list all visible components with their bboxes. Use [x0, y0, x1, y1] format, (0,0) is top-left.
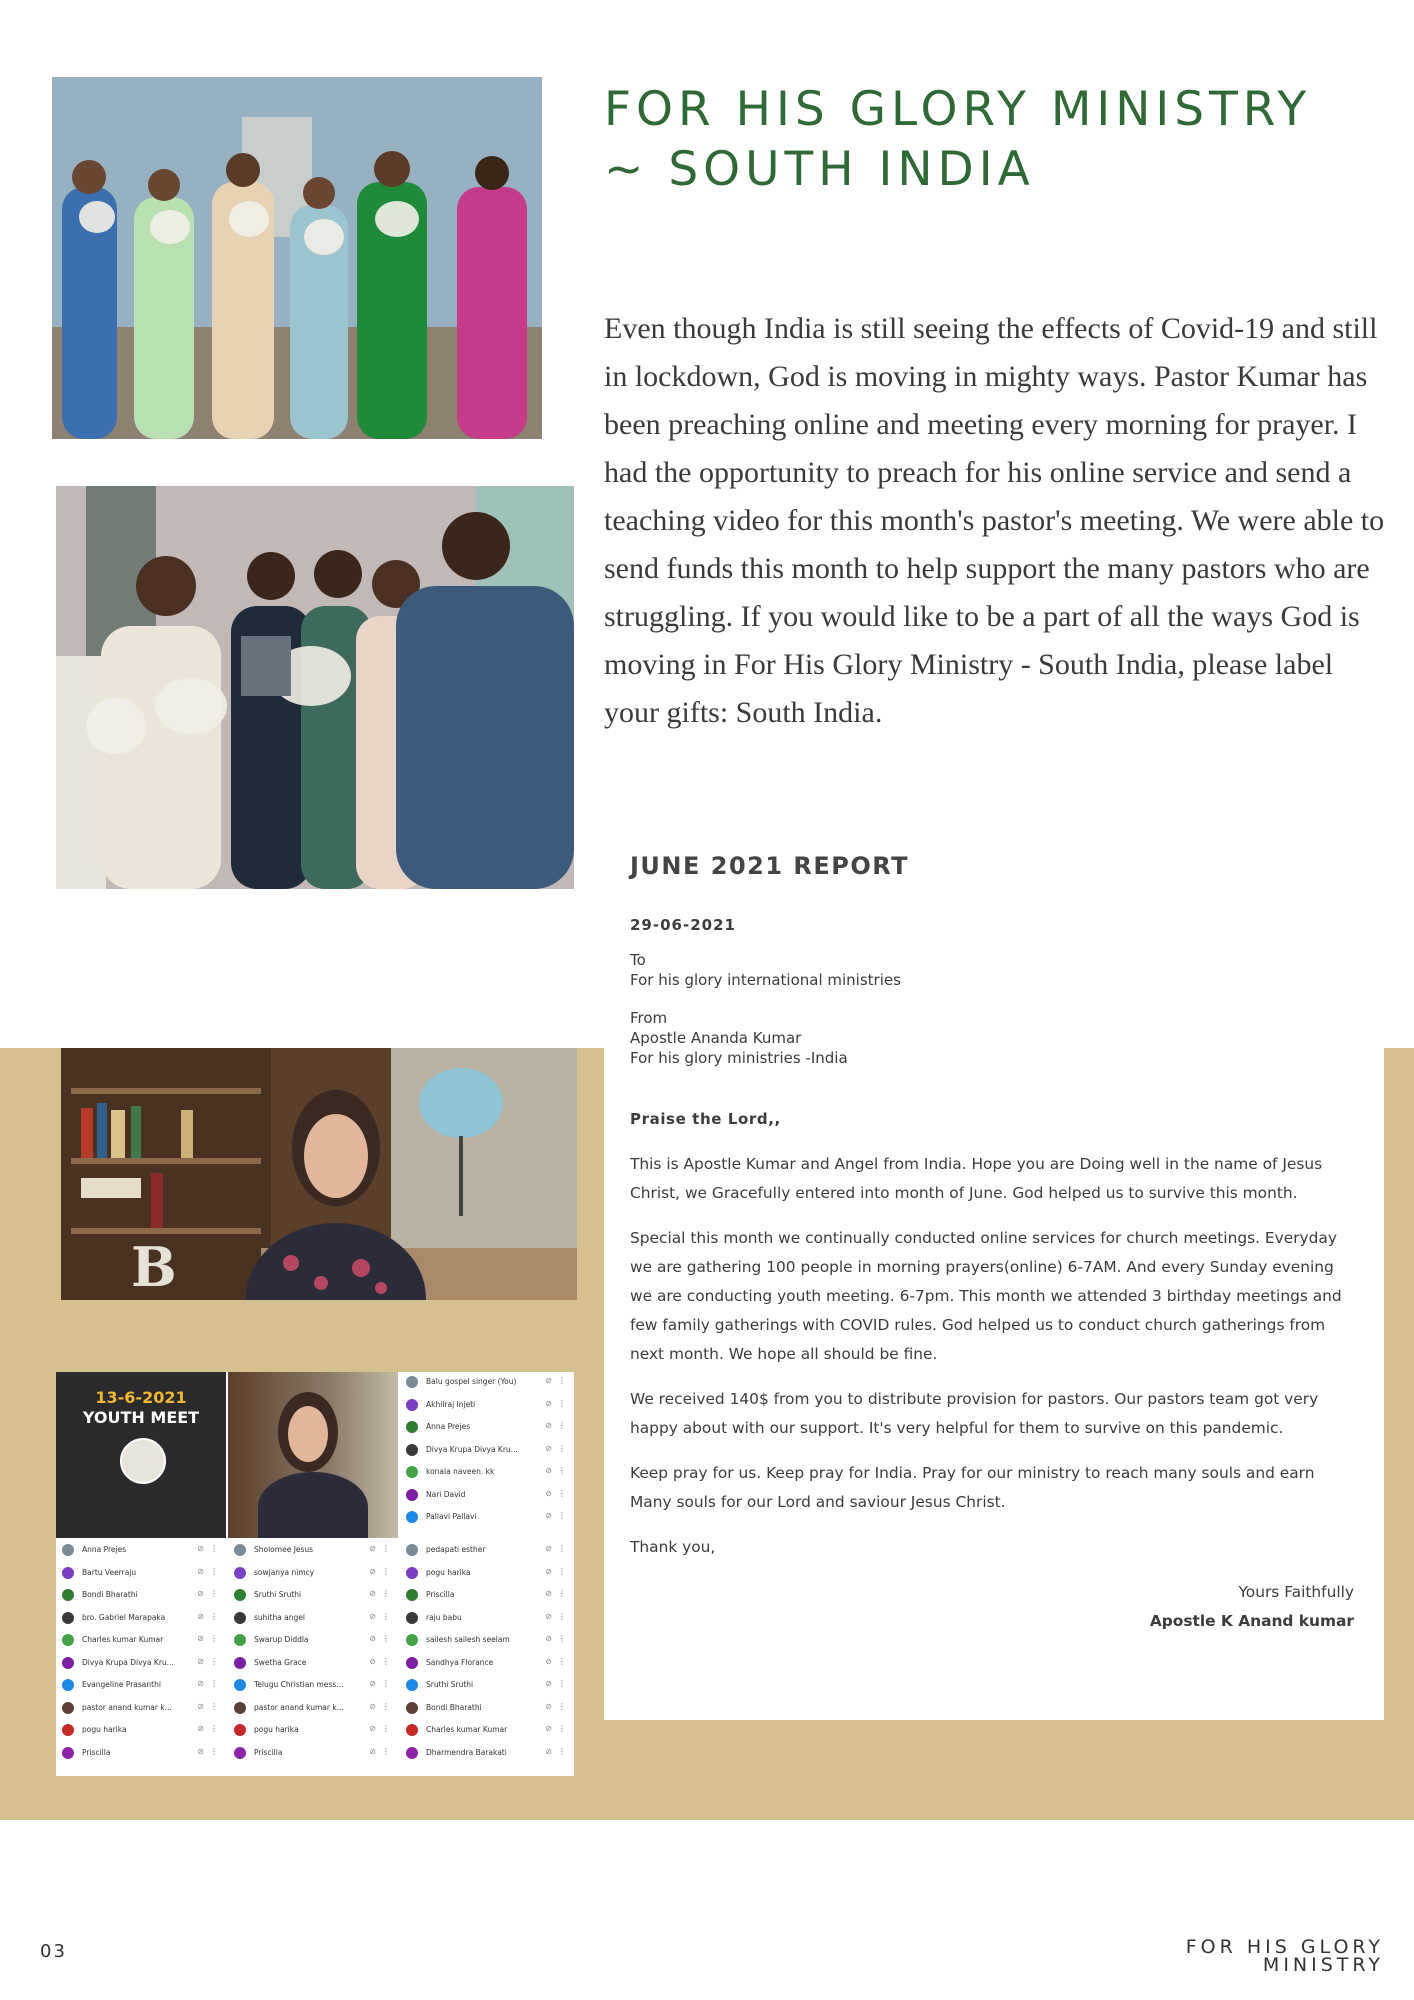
footer-brand: [1186, 1938, 1384, 1974]
more-options-icon: ⋮: [210, 1611, 218, 1621]
mic-muted-icon: ⊘: [197, 1746, 204, 1756]
participant-row: [406, 1724, 570, 1744]
avatar-icon: [406, 1634, 418, 1646]
participant-name: Anna Prejes: [82, 1545, 127, 1554]
more-options-icon: ⋮: [558, 1421, 566, 1430]
closing: Yours Faithfully: [1238, 1583, 1354, 1601]
avatar-icon: [234, 1702, 246, 1714]
participant-name: sowjanya nimcy: [254, 1567, 315, 1577]
participant-name: Divya Krupa Divya Kru...: [82, 1657, 174, 1667]
more-options-icon: ⋮: [210, 1746, 218, 1756]
avatar-icon: [234, 1612, 246, 1624]
mic-muted-icon: ⊘: [545, 1511, 552, 1520]
participant-name: pastor anand kumar k...: [254, 1702, 344, 1712]
avatar-icon: [406, 1444, 418, 1456]
mic-muted-icon: ⊘: [545, 1398, 552, 1408]
participant-name: Priscilla: [254, 1747, 283, 1757]
avatar-icon: [406, 1511, 418, 1523]
report-paragraph: This is Apostle Kumar and Angel from India. Hope you are Doing well in the name of Jesus Christ, we Gracefully entered into month of June. God helped us to survive this month.: [630, 1155, 1323, 1202]
participant-row: [234, 1657, 394, 1677]
mic-muted-icon: ⊘: [197, 1656, 204, 1666]
mic-muted-icon: ⊘: [197, 1679, 204, 1688]
participant-name: Akhilraj Injeti: [426, 1399, 476, 1409]
participant-row: [234, 1747, 394, 1767]
participant-name: konala naveen. kk: [426, 1467, 495, 1476]
participant-row: [62, 1702, 222, 1722]
participant-row: [406, 1399, 570, 1419]
signature: Apostle K Anand kumar: [1149, 1612, 1354, 1630]
participant-row: [406, 1511, 570, 1531]
avatar-icon: [234, 1567, 246, 1579]
mic-muted-icon: ⊘: [545, 1466, 552, 1475]
more-options-icon: ⋮: [382, 1746, 390, 1756]
mic-muted-icon: ⊘: [545, 1656, 552, 1666]
more-options-icon: ⋮: [558, 1466, 566, 1475]
mic-muted-icon: ⊘: [369, 1746, 376, 1756]
mic-muted-icon: ⊘: [369, 1611, 376, 1621]
mic-muted-icon: ⊘: [369, 1544, 376, 1553]
participant-name: Priscilla: [82, 1747, 111, 1757]
avatar-icon: [62, 1657, 74, 1669]
from-org: For his glory ministries -India: [630, 1049, 848, 1067]
more-options-icon: ⋮: [558, 1701, 566, 1711]
participant-name: Bondi Bharathi: [426, 1702, 482, 1712]
participant-row: [62, 1679, 222, 1699]
more-options-icon: ⋮: [558, 1443, 566, 1453]
avatar-icon: [234, 1747, 246, 1759]
banner-title: YOUTH MEET: [82, 1408, 200, 1427]
more-options-icon: ⋮: [210, 1544, 218, 1553]
participant-row: [234, 1567, 394, 1587]
participant-row: [406, 1444, 570, 1464]
participant-row: [406, 1489, 570, 1509]
participant-list-top: [400, 1372, 574, 1538]
more-options-icon: ⋮: [210, 1724, 218, 1733]
participant-row: [234, 1544, 394, 1564]
more-options-icon: ⋮: [558, 1488, 566, 1498]
report-paragraph: Special this month we continually conducted online services for church meetings. Everyday we are gathering 100 people in morning prayers(online) 6-7AM. And every Sunday evening we are conducting youth meeting. 6-7pm. This month we attended 3 birthday meetings and few family gatherings with COVID rules. God helped us to conduct church gatherings from next month. We hope all should be fine.: [630, 1229, 1342, 1363]
avatar-icon: [406, 1421, 418, 1433]
avatar-icon: [406, 1544, 418, 1556]
mic-muted-icon: ⊘: [369, 1724, 376, 1733]
mic-muted-icon: ⊘: [369, 1679, 376, 1688]
photo-women-with-provisions: [52, 77, 542, 439]
participant-row: [406, 1544, 570, 1564]
participant-row: [234, 1634, 394, 1654]
participant-name: Priscilla: [426, 1590, 455, 1599]
more-options-icon: ⋮: [558, 1746, 566, 1756]
avatar-icon: [406, 1399, 418, 1411]
avatar-icon: [62, 1589, 74, 1601]
report-paragraph: Keep pray for us. Keep pray for India. Pray for our ministry to reach many souls and earn Many souls for our Lord and saviour Jesus Christ.: [630, 1464, 1315, 1511]
more-options-icon: ⋮: [382, 1566, 390, 1576]
more-options-icon: ⋮: [210, 1701, 218, 1711]
more-options-icon: ⋮: [210, 1656, 218, 1666]
mic-muted-icon: ⊘: [369, 1566, 376, 1576]
participant-name: sailesh sailesh seelam: [426, 1635, 510, 1644]
participant-name: Nari David: [426, 1489, 466, 1499]
participant-name: Pallavi Pallavi: [426, 1512, 477, 1521]
participant-name: Sholomee Jesus: [254, 1545, 314, 1554]
more-options-icon: ⋮: [382, 1701, 390, 1711]
participant-name: bro. Gabriel Marapaka: [82, 1612, 166, 1622]
mic-muted-icon: ⊘: [545, 1634, 552, 1643]
participant-name: raju babu: [426, 1612, 462, 1622]
participant-name: Anna Prejes: [426, 1422, 471, 1431]
participant-name: pedapati esther: [426, 1545, 486, 1554]
participant-row: [406, 1466, 570, 1486]
participant-name: pogu harika: [82, 1725, 127, 1734]
participant-row: [406, 1679, 570, 1699]
more-options-icon: ⋮: [558, 1398, 566, 1408]
avatar-icon: [62, 1724, 74, 1736]
mic-muted-icon: ⊘: [369, 1589, 376, 1598]
more-options-icon: ⋮: [382, 1679, 390, 1688]
participant-row: [62, 1724, 222, 1744]
june-report-letter: [604, 812, 1384, 1720]
participant-name: Sandhya Florance: [426, 1657, 494, 1667]
participant-row: [62, 1567, 222, 1587]
more-options-icon: ⋮: [382, 1589, 390, 1598]
participant-row: [406, 1747, 570, 1767]
mic-muted-icon: ⊘: [197, 1589, 204, 1598]
mic-muted-icon: ⊘: [545, 1701, 552, 1711]
more-options-icon: ⋮: [210, 1566, 218, 1576]
avatar-icon: [62, 1567, 74, 1579]
more-options-icon: ⋮: [558, 1376, 566, 1385]
report-date: 29-06-2021: [630, 916, 736, 934]
participant-row: [234, 1612, 394, 1632]
participant-row: [406, 1421, 570, 1441]
avatar-icon: [62, 1747, 74, 1759]
intro-paragraph: Even though India is still seeing the effects of Covid-19 and still in lockdown, God is moving in mighty ways. Pastor Kumar has been preaching online and meeting every morning for prayer. I had the opportunity to preach for his online service and send a teaching video for this month's pastor's meeting. We were able to send funds this month to help support the many pastors who are struggling. If you would like to be a part of all the ways God is moving in For His Glory Ministry - South India, please label your gifts: South India.: [604, 312, 1385, 729]
more-options-icon: ⋮: [558, 1589, 566, 1598]
more-options-icon: ⋮: [558, 1679, 566, 1688]
more-options-icon: ⋮: [382, 1544, 390, 1553]
mic-muted-icon: ⊘: [197, 1566, 204, 1576]
more-options-icon: ⋮: [558, 1611, 566, 1621]
mic-muted-icon: ⊘: [545, 1724, 552, 1733]
avatar-icon: [234, 1634, 246, 1646]
participant-row: [62, 1589, 222, 1609]
participant-name: pogu harika: [426, 1567, 471, 1577]
participant-name: Sruthi Sruthi: [426, 1680, 474, 1689]
participant-row: [62, 1544, 222, 1564]
more-options-icon: ⋮: [382, 1634, 390, 1643]
mic-muted-icon: ⊘: [369, 1701, 376, 1711]
avatar-icon: [234, 1544, 246, 1556]
participant-name: Charles kumar Kumar: [82, 1635, 164, 1644]
mic-muted-icon: ⊘: [369, 1634, 376, 1643]
participant-row: [234, 1679, 394, 1699]
more-options-icon: ⋮: [210, 1589, 218, 1598]
participant-name: Divya Krupa Divya Kru...: [426, 1444, 518, 1454]
participant-name: Sruthi Sruthi: [254, 1590, 302, 1599]
participant-row: [62, 1657, 222, 1677]
page-number: 03: [40, 1941, 67, 1962]
avatar-icon: [62, 1679, 74, 1691]
mic-muted-icon: ⊘: [197, 1544, 204, 1553]
youth-meet-banner-tile: [56, 1372, 226, 1538]
banner-date: 13-6-2021: [95, 1388, 187, 1407]
avatar-icon: [234, 1589, 246, 1601]
mic-muted-icon: ⊘: [545, 1589, 552, 1598]
to-recipient: For his glory international ministries: [630, 971, 901, 989]
mic-muted-icon: ⊘: [197, 1634, 204, 1643]
more-options-icon: ⋮: [558, 1656, 566, 1666]
participant-name: Bondi Bharathi: [82, 1590, 138, 1599]
more-options-icon: ⋮: [210, 1679, 218, 1688]
from-label: From: [630, 1009, 668, 1027]
more-options-icon: ⋮: [382, 1611, 390, 1621]
participant-row: [406, 1589, 570, 1609]
participant-row: [406, 1657, 570, 1677]
more-options-icon: ⋮: [558, 1511, 566, 1520]
mic-muted-icon: ⊘: [197, 1611, 204, 1621]
avatar-icon: [406, 1567, 418, 1579]
avatar: [120, 1438, 166, 1484]
participant-row: [62, 1634, 222, 1654]
page-title: FOR HIS GLORY MINISTRY ~ SOUTH INDIA: [604, 82, 1312, 197]
participant-row: [406, 1634, 570, 1654]
participant-name: Swarup Diddla: [254, 1635, 309, 1644]
avatar-icon: [406, 1589, 418, 1601]
participant-row: [406, 1612, 570, 1632]
participant-row: [234, 1589, 394, 1609]
greeting: Praise the Lord,,: [630, 1110, 781, 1128]
participant-row: [406, 1376, 570, 1396]
participant-list-col2: [228, 1540, 398, 1776]
mic-muted-icon: ⊘: [545, 1421, 552, 1430]
zoom-youth-meet-screenshot: [56, 1372, 574, 1776]
mic-muted-icon: ⊘: [545, 1746, 552, 1756]
participant-name: Balu gospel singer (You): [426, 1377, 517, 1386]
avatar-icon: [406, 1657, 418, 1669]
video-tile-speaker: [228, 1372, 398, 1538]
participant-name: pastor anand kumar k...: [82, 1702, 172, 1712]
avatar-icon: [406, 1702, 418, 1714]
avatar-icon: [62, 1612, 74, 1624]
participant-row: [234, 1702, 394, 1722]
footer-brand-line2: MINISTRY: [1262, 1954, 1384, 1976]
avatar-icon: [406, 1724, 418, 1736]
photo-woman-teaching-video: [61, 1048, 577, 1300]
report-heading: JUNE 2021 REPORT: [630, 852, 910, 880]
avatar-icon: [62, 1634, 74, 1646]
to-label: To: [630, 951, 646, 969]
more-options-icon: ⋮: [382, 1724, 390, 1733]
avatar-icon: [406, 1747, 418, 1759]
participant-list-col1: [56, 1540, 226, 1776]
mic-muted-icon: ⊘: [197, 1724, 204, 1733]
avatar-icon: [406, 1679, 418, 1691]
more-options-icon: ⋮: [558, 1724, 566, 1733]
participant-row: [406, 1567, 570, 1587]
mic-muted-icon: ⊘: [545, 1443, 552, 1453]
avatar-icon: [406, 1489, 418, 1501]
avatar-icon: [62, 1702, 74, 1714]
from-name: Apostle Ananda Kumar: [630, 1029, 802, 1047]
participant-name: Evangeline Prasanthi: [82, 1680, 161, 1689]
mic-muted-icon: ⊘: [369, 1656, 376, 1666]
avatar-icon: [234, 1679, 246, 1691]
avatar-icon: [406, 1376, 418, 1388]
participant-name: Bartu Veerraju: [82, 1567, 137, 1577]
participant-name: Charles kumar Kumar: [426, 1725, 508, 1734]
participant-name: Telugu Christian mess...: [254, 1680, 344, 1689]
mic-muted-icon: ⊘: [545, 1488, 552, 1498]
avatar-icon: [406, 1612, 418, 1624]
mic-muted-icon: ⊘: [197, 1701, 204, 1711]
participant-row: [234, 1724, 394, 1744]
footer-brand-line1: FOR HIS GLORY: [1185, 1936, 1384, 1958]
svg-text:B: B: [131, 1235, 177, 1299]
participant-name: pogu harika: [254, 1725, 299, 1734]
more-options-icon: ⋮: [558, 1566, 566, 1576]
mic-muted-icon: ⊘: [545, 1611, 552, 1621]
mic-muted-icon: ⊘: [545, 1679, 552, 1688]
avatar-icon: [62, 1544, 74, 1556]
more-options-icon: ⋮: [558, 1634, 566, 1643]
participant-list-col3: [400, 1540, 574, 1776]
mic-muted-icon: ⊘: [545, 1544, 552, 1553]
photo-pastors-with-bags: [56, 486, 574, 889]
report-paragraph: We received 140$ from you to distribute provision for pastors. Our pastors team got very happy about with our support. It's very helpful for them to survive on this pandemic.: [630, 1390, 1319, 1437]
mic-muted-icon: ⊘: [545, 1566, 552, 1576]
participant-row: [62, 1612, 222, 1632]
participant-name: Dharmendra Barakati: [426, 1747, 507, 1757]
avatar-icon: [234, 1657, 246, 1669]
report-paragraph: Thank you,: [630, 1538, 716, 1556]
avatar-icon: [406, 1466, 418, 1478]
more-options-icon: ⋮: [382, 1656, 390, 1666]
more-options-icon: ⋮: [210, 1634, 218, 1643]
avatar-icon: [234, 1724, 246, 1736]
participant-name: suhitha angel: [254, 1612, 305, 1622]
participant-row: [406, 1702, 570, 1722]
participant-row: [62, 1747, 222, 1767]
mic-muted-icon: ⊘: [545, 1376, 552, 1385]
more-options-icon: ⋮: [558, 1544, 566, 1553]
participant-name: Swetha Grace: [254, 1657, 307, 1667]
